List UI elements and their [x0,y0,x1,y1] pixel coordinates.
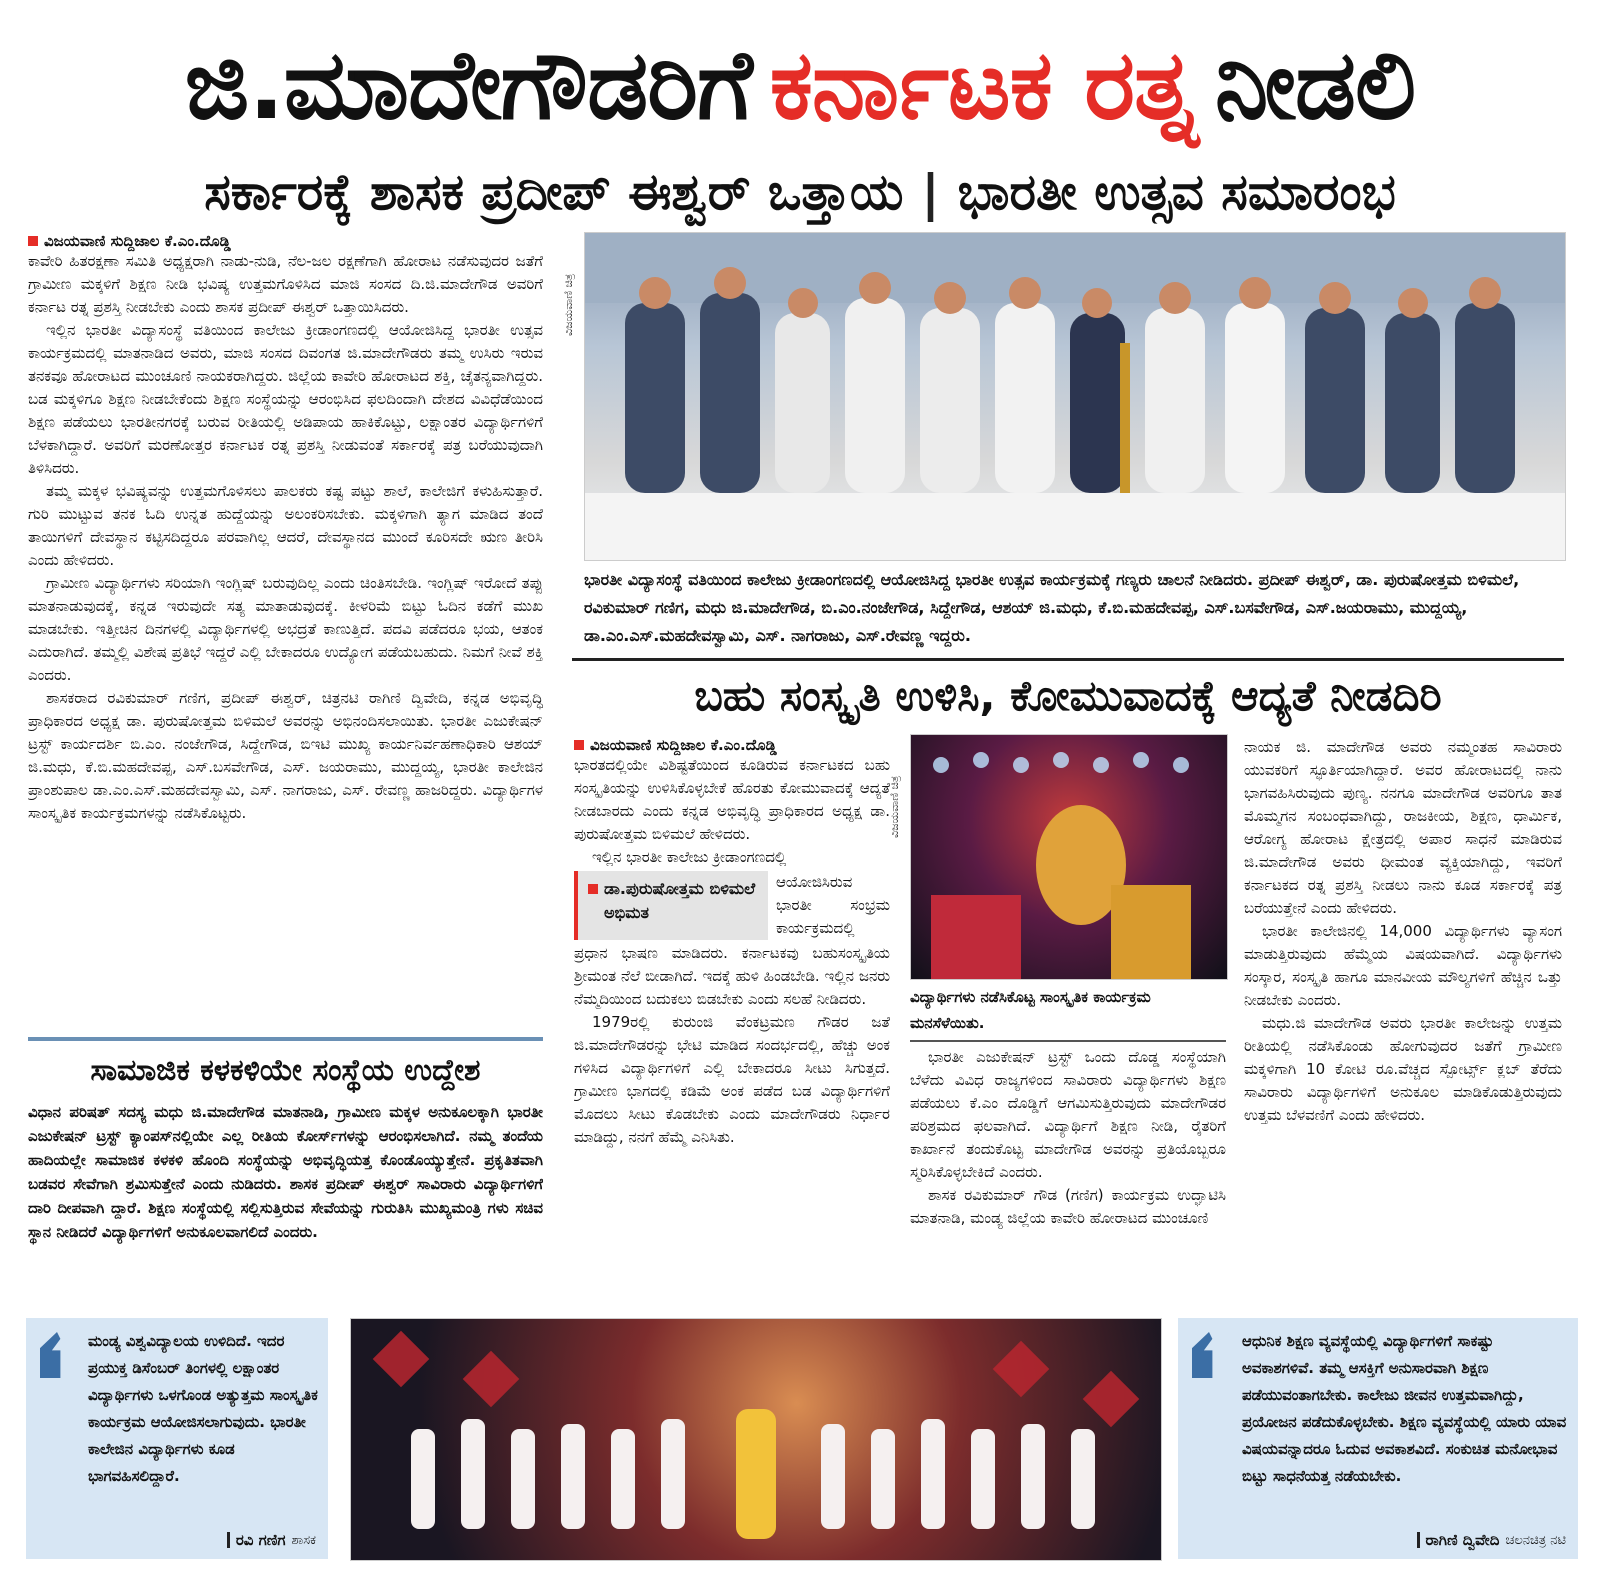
article-1-paragraph: ತಮ್ಮ ಮಕ್ಕಳ ಭವಿಷ್ಯವನ್ನು ಉತ್ತಮಗೊಳಿಸಲು ಪಾಲಕರು ಕಷ್ಟ ಪಟ್ಟು ಶಾಲೆ, ಕಾಲೇಜಿಗೆ ಕಳುಹಿಸುತ್ತಾರೆ. ಗುರಿ ಮುಟ್ಟುವ ತನಕ ಓದಿ ಉನ್ನತ ಹುದ್ದೆಯನ್ನು ಅಲಂಕರಿಸಬೇಕು. ಮಕ್ಕಳಿಗಾಗಿ ತ್ಯಾಗ ಮಾಡಿದ ತಂದೆ ತಾಯಿಗಳಿಗೆ ದೇವಸ್ಥಾನ ಕಟ್ಟಿಸದಿದ್ದರೂ ಪರವಾಗಿಲ್ಲ ಆದರೆ, ದೇವಸ್ಥಾನದ ಮುಂದೆ ಕೂರಿಸದೇ ಋಣ ತೀರಿಸಿ ಎಂದು ಹೇಳಿದರು. [28,482,543,569]
article-3-headline: ಸಾಮಾಜಿಕ ಕಳಕಳಿಯೇ ಸಂಸ್ಥೆಯ ಉದ್ದೇಶ [90,1052,481,1088]
quote-right-text: ಆಧುನಿಕ ಶಿಕ್ಷಣ ವ್ಯವಸ್ಥೆಯಲ್ಲಿ ವಿದ್ಯಾರ್ಥಿಗಳಿಗೆ ಸಾಕಷ್ಟು ಅವಕಾಶಗಳಿವೆ. ತಮ್ಮ ಆಸಕ್ತಿಗೆ ಅನುಸಾರವಾಗಿ ಶಿಕ್ಷಣ ಪಡೆಯುವಂತಾಗಬೇಕು. ಕಾಲೇಜು ಜೀವನ ಉತ್ತಮವಾಗಿದ್ದು, ಪ್ರಯೋಜನ ಪಡೆದುಕೊಳ್ಳಬೇಕು. ಶಿಕ್ಷಣ ವ್ಯವಸ್ಥೆಯಲ್ಲಿ ಯಾರು ಯಾವ ವಿಷಯವನ್ನಾದರೂ ಓದುವ ಅವಕಾಶವಿದೆ. ಸಂಕುಚಿತ ಮನೋಭಾವ ಬಿಟ್ಟು ಸಾಧನೆಯತ್ತ ನಡೆಯಬೇಕು. [1242,1332,1567,1485]
quote-box-ragini-dwivedi [1178,1318,1578,1559]
pull-quote-square-icon [588,884,598,894]
article-1-paragraph: ಕಾವೇರಿ ಹಿತರಕ್ಷಣಾ ಸಮಿತಿ ಅಧ್ಯಕ್ಷರಾಗಿ ನಾಡು-ನುಡಿ, ನೆಲ-ಜಲ ರಕ್ಷಣೆಗಾಗಿ ಹೋರಾಟ ನಡೆಸುವುದರ ಜತೆಗೆ ಗ್ರಾಮೀಣ ಮಕ್ಕಳಿಗೆ ಶಿಕ್ಷಣ ನೀಡಿ ಭವಿಷ್ಯ ಉತ್ತಮಗೊಳಿಸಿದ ಮಾಜಿ ಸಂಸದ ದಿ.ಜಿ.ಮಾದೇಗೌಡ ಅವರಿಗೆ ಕರ್ನಾಟ ರತ್ನ ಪ್ರಶಸ್ತಿ ನೀಡಬೇಕು ಎಂದು ಶಾಸಕ ಪ್ರದೀಪ್ ಈಶ್ವರ್ ಒತ್ತಾಯಿಸಿದರು. [28,252,543,316]
headline-part-1: ಜಿ.ಮಾದೇಗೌಡರಿಗೆ [184,29,752,141]
headline-part-3: ನೀಡಲಿ [1214,29,1416,141]
dance-performance-photo [350,1318,1162,1561]
section-divider [572,658,1564,661]
article-2-paragraph: ಶಾಸಕ ರವಿಕುಮಾರ್ ಗೌಡ (ಗಣಿಗ) ಕಾರ್ಯಕ್ರಮ ಉದ್ಘಾಟಿಸಿ ಮಾತನಾಡಿ, ಮಂಡ್ಯ ಜಿಲ್ಲೆಯ ಕಾವೇರಿ ಹೋರಾಟದ ಮುಂಚೂಣಿ [910,1186,1226,1227]
cultural-photo-graphic [911,735,1227,979]
article-1-paragraph: ಇಲ್ಲಿನ ಭಾರತೀ ವಿದ್ಯಾಸಂಸ್ಥೆ ವತಿಯಿಂದ ಕಾಲೇಜು ಕ್ರೀಡಾಂಗಣದಲ್ಲಿ ಆಯೋಜಿಸಿದ್ದ ಭಾರತೀ ಉತ್ಸವ ಕಾರ್ಯಕ್ರಮದಲ್ಲಿ ಮಾತನಾಡಿದ ಅವರು, ಮಾಜಿ ಸಂಸದ ದಿವಂಗತ ಜಿ.ಮಾದೇಗೌಡರು ತಮ್ಮ ಉಸಿರು ಇರುವ ತನಕವೂ ಹೋರಾಟದ ಮುಂಚೂಣಿ ನಾಯಕರಾಗಿದ್ದರು. ಜಿಲ್ಲೆಯ ಕಾವೇರಿ ಹೋರಾಟದ ಶಕ್ತಿ, ಚೈತನ್ಯವಾಗಿದ್ದರು. ಬಡ ಮಕ್ಕಳಿಗೂ ಶಿಕ್ಷಣ ನೀಡಬೇಕೆಂದು ಶಿಕ್ಷಣ ಸಂಸ್ಥೆಯನ್ನು ಆರಂಭಿಸಿದ ಫಲದಿಂದಾಗಿ ದೇಶದ ವಿವಿಧೆಡೆಯಿಂದ ಶಿಕ್ಷಣ ಪಡೆಯಲು ಭಾರತೀನಗರಕ್ಕೆ ಬರುವ ರೀತಿಯಲ್ಲಿ ಅಡಿಪಾಯ ಹಾಕಿಕೊಟ್ಟು, ಲಕ್ಷಾಂತರ ವಿದ್ಯಾರ್ಥಿಗಳಿಗೆ ಬೆಳಕಾಗಿದ್ದಾರೆ. ಅವರಿಗೆ ಮರಣೋತ್ತರ ಕರ್ನಾಟಕ ರತ್ನ ಪ್ರಶಸ್ತಿ ನೀಡುವಂತೆ ಸರ್ಕಾರಕ್ಕೆ ಪತ್ರ ಬರೆಯುವುದಾಗಿ ತಿಳಿಸಿದರು. [28,321,543,477]
article-2-column-3 [1244,736,1562,1296]
quote-right-name: ರಾಗಿಣಿ ದ್ವಿವೇದಿ [1425,1531,1500,1549]
main-photo-credit: ವಿಜಯವಾಣಿ ಚಿತ್ರ [562,273,575,336]
signature-bar-icon [227,1532,230,1548]
article-2-headline: ಬಹು ಸಂಸ್ಕೃತಿ ಉಳಿಸಿ, ಕೋಮುವಾದಕ್ಕೆ ಆದ್ಯತೆ ನೀಡದಿರಿ [694,671,1442,720]
section-divider-blue [28,1037,543,1041]
quote-left-text: ಮಂಡ್ಯ ವಿಶ್ವವಿದ್ಯಾಲಯ ಉಳಿದಿದೆ. ಇದರ ಪ್ರಯುಕ್ತ ಡಿಸೆಂಬರ್ ತಿಂಗಳಲ್ಲಿ ಲಕ್ಷಾಂತರ ವಿದ್ಯಾರ್ಥಿಗಳು ಒಳಗೊಂಡ ಅತ್ಯುತ್ತಮ ಸಾಂಸ್ಕೃತಿಕ ಕಾರ್ಯಕ್ರಮ ಆಯೋಜಿಸಲಾಗುವುದು. ಭಾರತೀ ಕಾಲೇಜಿನ ವಿದ್ಯಾರ್ಥಿಗಳು ಕೂಡ ಭಾಗವಹಿಸಲಿದ್ದಾರೆ. [88,1332,318,1485]
dance-photo-graphic [351,1319,1161,1560]
article-2-paragraph: ಭಾರತೀ ಕಾಲೇಜಿನಲ್ಲಿ 14,000 ವಿದ್ಯಾರ್ಥಿಗಳು ವ್ಯಾಸಂಗ ಮಾಡುತ್ತಿರುವುದು ಹೆಮ್ಮೆಯ ವಿಷಯವಾಗಿದೆ. ವಿದ್ಯಾರ್ಥಿಗಳು ಸಂಸ್ಕಾರ, ಸಂಸ್ಕೃತಿ ಹಾಗೂ ಮಾನವೀಯ ಮೌಲ್ಯಗಳಿಗೆ ಹೆಚ್ಚಿನ ಒತ್ತು ನೀಡಬೇಕು ಎಂದರು. [1244,922,1562,1009]
byline-text: ವಿಜಯವಾಣಿ ಸುದ್ದಿಜಾಲ ಕೆ.ಎಂ.ದೊಡ್ಡಿ [590,736,777,754]
article-2-paragraph: ಇಲ್ಲಿನ ಭಾರತೀ ಕಾಲೇಜು ಕ್ರೀಡಾಂಗಣದಲ್ಲಿ [592,848,787,866]
quote-mark-icon [1192,1332,1226,1378]
article-2-paragraph: ಮಧು.ಜಿ ಮಾದೇಗೌಡ ಅವರು ಭಾರತೀ ಕಾಲೇಜನ್ನು ಉತ್ತಮ ರೀತಿಯಲ್ಲಿ ನಡೆಸಿಕೊಂಡು ಹೋಗುವುದರ ಜತೆಗೆ ಗ್ರಾಮೀಣ ಮಕ್ಕಳಿಗಾಗಿ 10 ಕೋಟಿ ರೂ.ವೆಚ್ಚದ ಸ್ಪೋರ್ಟ್ಸ್ ಕ್ಲಬ್ ತೆರೆದು ಸಾವಿರಾರು ವಿದ್ಯಾರ್ಥಿಗಳಿಗೆ ಅನುಕೂಲ ಮಾಡಿಕೊಡುತ್ತಿರುವುದು ಉತ್ತಮ ಬೆಳವಣಿಗೆ ಎಂದು ಹೇಳಿದರು. [1244,1014,1562,1124]
quote-left-signature [227,1531,316,1549]
subheadline [20,160,1580,225]
article-2-paragraph: ನಾಯಕ ಜಿ. ಮಾದೇಗೌಡ ಅವರು ನಮ್ಮಂತಹ ಸಾವಿರಾರು ಯುವಕರಿಗೆ ಸ್ಫೂರ್ತಿಯಾಗಿದ್ದಾರೆ. ಅವರ ಹೋರಾಟದಲ್ಲಿ ನಾನು ಭಾಗವಹಿಸಿರುವುದು ಪುಣ್ಯ. ನನಗೂ ಮಾದೇಗೌಡ ಅವರಿಗೂ ತಾತ ಮೊಮ್ಮಗನ ಸಂಬಂಧವಾಗಿದ್ದು, ರಾಜಕೀಯ, ಶಿಕ್ಷಣ, ಧಾರ್ಮಿಕ, ಆರೋಗ್ಯ ಹೋರಾಟ ಕ್ಷೇತ್ರದಲ್ಲಿ ಅಪಾರ ಸಾಧನೆ ಮಾಡಿರುವ ಜಿ.ಮಾದೇಗೌಡ ಅವರು ಧೀಮಂತ ವ್ಯಕ್ತಿಯಾಗಿದ್ದು, ಇವರಿಗೆ ಕರ್ನಾಟಕದ ರತ್ನ ಪ್ರಶಸ್ತಿ ನೀಡಲು ನಾನು ಕೂಡ ಸರ್ಕಾರಕ್ಕೆ ಪತ್ರ ಬರೆಯುತ್ತೇನೆ ಎಂದು ಹೇಳಿದರು. [1244,738,1562,917]
article-2-paragraph: ಭಾರತೀ ಎಜುಕೇಷನ್ ಟ್ರಸ್ಟ್ ಒಂದು ದೊಡ್ಡ ಸಂಸ್ಥೆಯಾಗಿ ಬೆಳೆದು ವಿವಿಧ ರಾಜ್ಯಗಳಿಂದ ಸಾವಿರಾರು ವಿದ್ಯಾರ್ಥಿಗಳು ಶಿಕ್ಷಣ ಪಡೆಯಲು ಕೆ.ಎಂ ದೊಡ್ಡಿಗೆ ಆಗಮಿಸುತ್ತಿರುವುದು ಮಾದೇಗೌಡರ ಪರಿಶ್ರಮದ ಫಲವಾಗಿದೆ. ವಿದ್ಯಾರ್ಥಿಗೆ ಶಿಕ್ಷಣ ನೀಡಿ, ರೈತರಿಗೆ ಕಾರ್ಖಾನೆ ತಂದುಕೊಟ್ಟ ಮಾದೇಗೌಡ ಅವರನ್ನು ಪ್ರತಿಯೊಬ್ಬರೂ ಸ್ಮರಿಸಿಕೊಳ್ಳಬೇಕಿದೆ ಎಂದರು. [910,1048,1226,1181]
main-photo-caption [584,566,1564,650]
subheadline-separator: | [921,163,940,222]
article-1-column [28,232,543,1032]
subheadline-left: ಸರ್ಕಾರಕ್ಕೆ ಶಾಸಕ ಪ್ರದೀಪ್ ಈಶ್ವರ್ ಒತ್ತಾಯ [204,163,904,221]
article-2-paragraph: 1979ರಲ್ಲಿ ಕುರುಂಜಿ ವೆಂಕಟ್ರಮಣ ಗೌಡರ ಜತೆ ಜಿ.ಮಾದೇಗೌಡರನ್ನು ಭೇಟಿ ಮಾಡಿದ ಸಂದರ್ಭದಲ್ಲಿ, ಹೆಚ್ಚು ಅಂಕ ಗಳಿಸಿದ ವಿದ್ಯಾರ್ಥಿಗಳಿಗೆ ಎಲ್ಲಿ ಬೇಕಾದರೂ ಸೀಟು ಸಿಗುತ್ತದೆ. ಗ್ರಾಮೀಣ ಭಾಗದಲ್ಲಿ ಕಡಿಮೆ ಅಂಕ ಪಡೆದ ಬಡ ವಿದ್ಯಾರ್ಥಿಗಳಿಗೆ ಮೊದಲು ಸೀಟು ಕೊಡಬೇಕು ಎಂದು ಮಾದೇಗೌಡರು ನಿರ್ಧಾರ ಮಾಡಿದ್ದು, ನನಗೆ ಹೆಮ್ಮೆ ಎನಿಸಿತು. [574,1013,890,1146]
caption-divider [910,1040,1226,1042]
quote-left-name: ರವಿ ಗಣಿಗ [235,1531,286,1549]
pull-quote-text: ಡಾ.ಪುರುಷೋತ್ತಮ ಬಿಳಿಮಲೆ ಅಭಿಮತ [604,879,756,922]
quote-box-ravi-ganiga [26,1318,328,1559]
byline-square-icon [28,236,38,246]
quote-mark-icon [40,1332,74,1378]
article-2-byline [574,736,890,754]
article-2-paragraph: ಭಾರತದಲ್ಲಿಯೇ ವಿಶಿಷ್ಟತೆಯಿಂದ ಕೂಡಿರುವ ಕರ್ನಾಟಕದ ಬಹು ಸಂಸ್ಕೃತಿಯನ್ನು ಉಳಿಸಿಕೊಳ್ಳಬೇಕೆ ಹೊರತು ಕೋಮುವಾದಕ್ಕೆ ಆದ್ಯತೆ ನೀಡಬಾರದು ಎಂದು ಕನ್ನಡ ಅಭಿವೃದ್ಧಿ ಪ್ರಾಧಿಕಾರದ ಅಧ್ಯಕ್ಷ ಡಾ. ಪುರುಷೋತ್ತಮ ಬಿಳಿಮಲೆ ಹೇಳಿದರು. [574,756,890,843]
signature-bar-icon [1417,1532,1420,1548]
byline-text: ವಿಜಯವಾಣಿ ಸುದ್ದಿಜಾಲ ಕೆ.ಎಂ.ದೊಡ್ಡಿ [44,232,231,250]
quote-right-role: ಚಲನಚಿತ್ರ ನಟಿ [1505,1532,1566,1548]
cultural-photo-caption [910,984,1226,1040]
article-3-body [28,1100,543,1300]
article-2-paragraph: ಆಯೋಜಿಸಿರುವ ಭಾರತೀ ಸಂಭ್ರಮ ಕಾರ್ಯಕ್ರಮದಲ್ಲಿ [776,873,890,937]
main-photo-caption-text: ಭಾರತೀ ವಿದ್ಯಾಸಂಸ್ಥೆ ವತಿಯಿಂದ ಕಾಲೇಜು ಕ್ರೀಡಾಂಗಣದಲ್ಲಿ ಆಯೋಜಿಸಿದ್ದ ಭಾರತೀ ಉತ್ಸವ ಕಾರ್ಯಕ್ರಮಕ್ಕೆ ಗಣ್ಯರು ಚಾಲನೆ ನೀಡಿದರು. ಪ್ರದೀಪ್ ಈಶ್ವರ್, ಡಾ. ಪುರುಷೋತ್ತಮ ಬಿಳಿಮಲೆ, ರವಿಕುಮಾರ್ ಗಣಿಗ, ಮಧು ಜಿ.ಮಾದೇಗೌಡ, ಬಿ.ಎಂ.ನಂಜೇಗೌಡ, ಸಿದ್ದೇಗೌಡ, ಆಶಯ್ ಜಿ.ಮಧು, ಕೆ.ಬಿ.ಮಹದೇವಪ್ಪ, ಎಸ್.ಬಸವೇಗೌಡ, ಎಸ್.ಜಯರಾಮು, ಮುದ್ದಯ್ಯ, ಡಾ.ಎಂ.ಎಸ್.ಮಹದೇವಸ್ವಾಮಿ, ಎಸ್. ನಾಗರಾಜು, ಎಸ್.ರೇವಣ್ಣ ಇದ್ದರು. [584,570,1520,645]
quote-left-role: ಶಾಸಕ [291,1532,316,1548]
byline-square-icon [574,740,584,750]
subheadline-right: ಭಾರತೀ ಉತ್ಸವ ಸಮಾರಂಭ [957,163,1396,221]
main-photo-graphic [585,233,1565,560]
headline-part-2-highlight: ಕರ್ನಾಟಕ ರತ್ನ [769,29,1197,141]
pull-quote-box [574,871,768,940]
article-2-paragraph: ಪ್ರಧಾನ ಭಾಷಣ ಮಾಡಿದರು. ಕರ್ನಾಟಕವು ಬಹುಸಂಸ್ಕೃತಿಯ ಶ್ರೀಮಂತ ನೆಲೆ ಬೀಡಾಗಿದೆ. ಇದಕ್ಕೆ ಹುಳಿ ಹಿಂಡಬೇಡಿ. ಇಲ್ಲಿನ ಜನರು ನೆಮ್ಮದಿಯಿಂದ ಬದುಕಲು ಬಿಡಬೇಕು ಎಂದು ಸಲಹೆ ನೀಡಿದರು. [574,944,890,1008]
main-photo-event-inauguration [584,232,1566,561]
article-2-column-1 [574,736,890,1296]
article-1-byline [28,232,543,250]
cultural-program-photo [910,734,1228,980]
article-1-paragraph: ಗ್ರಾಮೀಣ ವಿದ್ಯಾರ್ಥಿಗಳು ಸರಿಯಾಗಿ ಇಂಗ್ಲಿಷ್ ಬರುವುದಿಲ್ಲ ಎಂದು ಚಿಂತಿಸಬೇಡಿ. ಇಂಗ್ಲಿಷ್ ಇರೋದೆ ತಪ್ಪು ಮಾತನಾಡುವುದಕ್ಕೆ, ಕನ್ನಡ ಇರುವುದೇ ಸತ್ಯ ಮಾತಾಡುವುದಕ್ಕೆ. ಕೀಳರಿಮೆ ಬಿಟ್ಟು ಓದಿನ ಕಡೆಗೆ ಮುಖ ಮಾಡಬೇಕು. ಇತ್ತೀಚಿನ ದಿನಗಳಲ್ಲಿ ವಿದ್ಯಾರ್ಥಿಗಳಲ್ಲಿ ಅಭದ್ರತೆ ಕಾಣುತ್ತಿದೆ. ಪದವಿ ಪಡೆದರೂ ಭಯ, ಆತಂಕ ಎದುರಾಗಿದೆ. ತಮ್ಮಲ್ಲಿ ವಿಶೇಷ ಪ್ರತಿಭೆ ಇದ್ದರೆ ಎಲ್ಲಿ ಬೇಕಾದರೂ ಉದ್ಯೋಗ ಪಡೆಯಬಹುದು. ನಿಮಗೆ ನೀವೆ ಶಕ್ತಿ ಎಂದರು. [28,574,543,684]
quote-right-signature [1417,1531,1566,1549]
article-1-paragraph: ಶಾಸಕರಾದ ರವಿಕುಮಾರ್ ಗಣಿಗ, ಪ್ರದೀಪ್ ಈಶ್ವರ್, ಚಿತ್ರನಟಿ ರಾಗಿಣಿ ದ್ವಿವೇದಿ, ಕನ್ನಡ ಅಭಿವೃದ್ಧಿ ಪ್ರಾಧಿಕಾರದ ಅಧ್ಯಕ್ಷ ಡಾ. ಪುರುಷೋತ್ತಮ ಬಿಳಿಮಲೆ ಅವರನ್ನು ಅಭಿನಂದಿಸಲಾಯಿತು. ಭಾರತೀ ಎಜುಕೇಷನ್ ಟ್ರಸ್ಟ್ ಕಾರ್ಯದರ್ಶಿ ಬಿ.ಎಂ. ನಂಜೇಗೌಡ, ಸಿದ್ದೇಗೌಡ, ಬಿಇಟಿ ಮುಖ್ಯ ಕಾರ್ಯನಿರ್ವಹಣಾಧಿಕಾರಿ ಆಶಯ್ ಜಿ.ಮಧು, ಕೆ.ಬಿ.ಮಹದೇವಪ್ಪ, ಎಸ್.ಬಸವೇಗೌಡ, ಎಸ್. ಜಯರಾಮು, ಮುದ್ದಯ್ಯ, ಭಾರತೀ ಕಾಲೇಜಿನ ಪ್ರಾಂಶುಪಾಲ ಡಾ.ಎಂ.ಎಸ್.ಮಹದೇವಸ್ವಾಮಿ, ಎಸ್. ನಾಗರಾಜು, ಎಸ್. ರೇವಣ್ಣ ಹಾಜರಿದ್ದರು. ವಿದ್ಯಾರ್ಥಿಗಳ ಸಾಂಸ್ಕೃತಿಕ ಕಾರ್ಯಕ್ರಮಗಳನ್ನು ನಡೆಸಿಕೊಟ್ಟರು. [28,689,543,822]
cultural-photo-credit: ವಿಜಯವಾಣಿ ಚಿತ್ರ [888,775,901,838]
article-2-column-2 [910,1046,1226,1296]
article-3-paragraph: ವಿಧಾನ ಪರಿಷತ್ ಸದಸ್ಯ ಮಧು ಜಿ.ಮಾದೇಗೌಡ ಮಾತನಾಡಿ, ಗ್ರಾಮೀಣ ಮಕ್ಕಳ ಅನುಕೂಲಕ್ಕಾಗಿ ಭಾರತೀ ಎಜುಕೇಷನ್ ಟ್ರಸ್ಟ್ ಕ್ಯಾಂಪಸ್‌ನಲ್ಲಿಯೇ ಎಲ್ಲ ರೀತಿಯ ಕೋರ್ಸ್‌ಗಳನ್ನು ಆರಂಭಿಸಲಾಗಿದೆ. ನಮ್ಮ ತಂದೆಯ ಹಾದಿಯಲ್ಲೇ ಸಾಮಾಜಿಕ ಕಳಕಳಿ ಹೊಂದಿ ಸಂಸ್ಥೆಯನ್ನು ಅಭಿವೃದ್ಧಿಯತ್ತ ಕೊಂಡೊಯ್ಯುತ್ತೇನೆ. ಪ್ರಕೃತಿತವಾಗಿ ಬಡವರ ಸೇವೆಗಾಗಿ ಶ್ರಮಿಸುತ್ತೇನೆ ಎಂದು ನುಡಿದರು. ಶಾಸಕ ಪ್ರದೀಪ್ ಈಶ್ವರ್ ಸಾವಿರಾರು ವಿದ್ಯಾರ್ಥಿಗಳಿಗೆ ದಾರಿ ದೀಪವಾಗಿ ದ್ದಾರೆ. ಶಿಕ್ಷಣ ಸಂಸ್ಥೆಯಲ್ಲಿ ಸಲ್ಲಿಸುತ್ತಿರುವ ಸೇವೆಯನ್ನು ಗುರುತಿಸಿ ಮುಖ್ಯಮಂತ್ರಿ ಗಳು ಸಚಿವ ಸ್ಥಾನ ನೀಡಿದರೆ ವಿದ್ಯಾರ್ಥಿಗಳಿಗೆ ಅನುಕೂಲವಾಗಲಿದೆ ಎಂದರು. [28,1103,543,1241]
headline [20,10,1580,160]
cultural-photo-caption-text: ವಿದ್ಯಾರ್ಥಿಗಳು ನಡೆಸಿಕೊಟ್ಟ ಸಾಂಸ್ಕೃತಿಕ ಕಾರ್ಯಕ್ರಮ ಮನಸೆಳೆಯಿತು. [910,988,1151,1032]
